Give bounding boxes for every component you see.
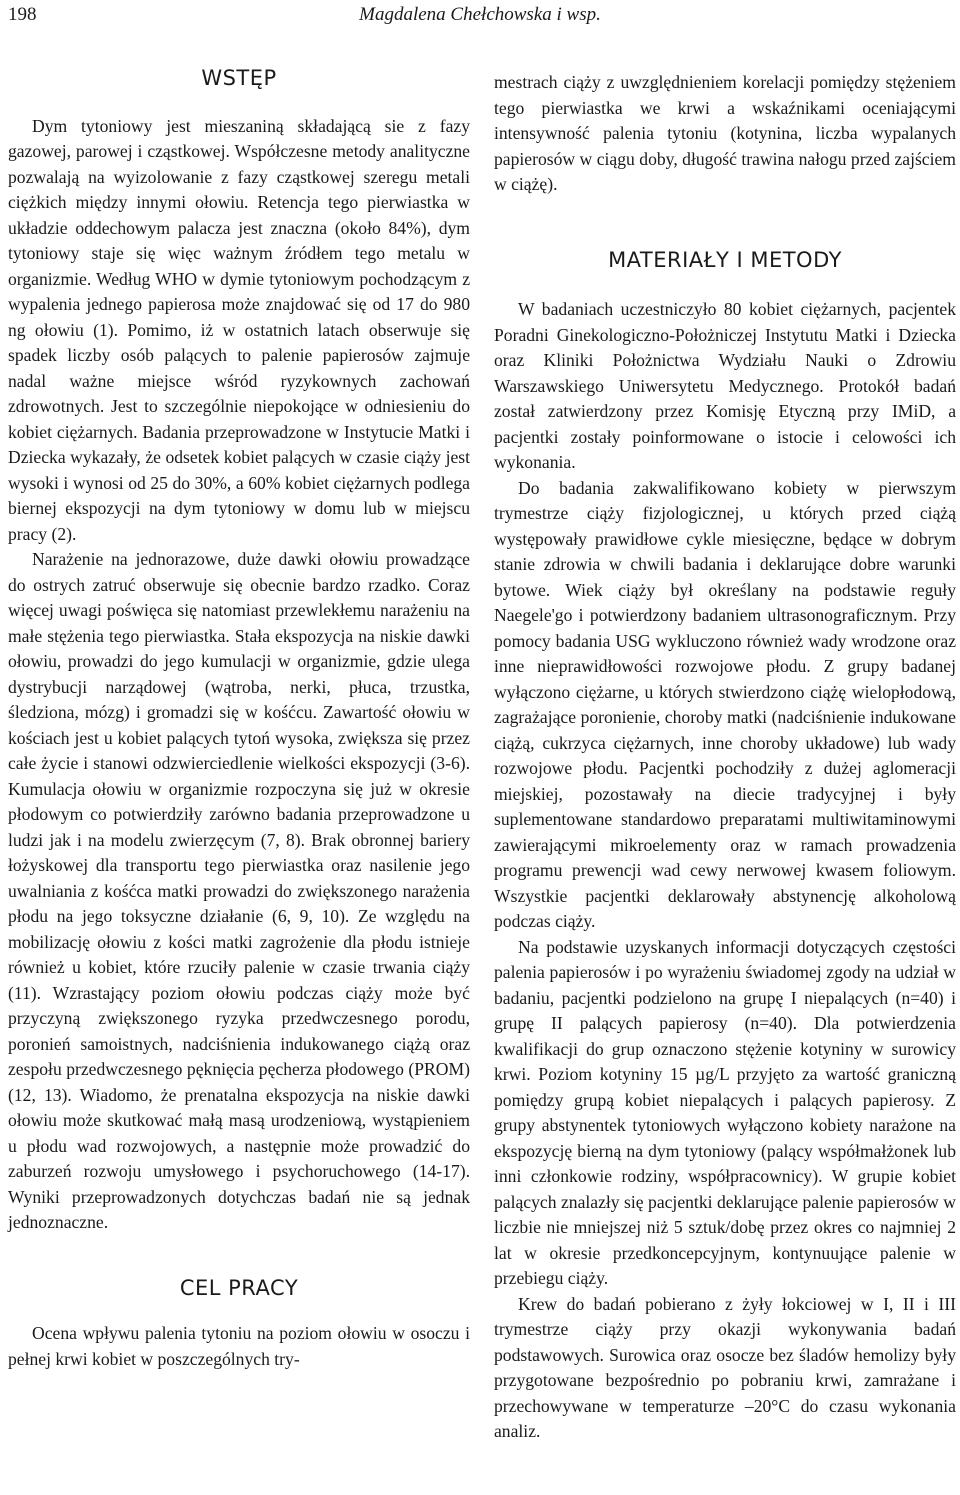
- paragraph: Dym tytoniowy jest mieszaniną składającą sie z fazy gazowej, parowej i cząstkowej. Współczesne metody analityczne pozwalają na wyizolowanie z fazy cząstkowej szeregu metali ciężkich między innymi ołowiu. Retencja tego pierwiastka w układzie oddechowym palacza jest znaczna (około 84%), dym tytoniowy staje się więc ważnym źródłem tego metalu w organizmie. Według WHO w dymie tytoniowym pochodzącym z wypalenia jednego papierosa może znajdować się od 17 do 980 ng ołowiu (1). Pomimo, iż w ostatnich latach obserwuje się spadek liczby osób palących to palenie papierosów zajmuje nadal ważne miejsce wśród ryzykownych zachowań zdrowotnych. Jest to szczególnie niepokojące w odniesieniu do kobiet ciężarnych. Badania przeprowadzone w Instytucie Matki i Dziecka wykazały, że odsetek kobiet palących w czasie ciąży jest wysoki i wynosi od 25 do 30%, a 60% kobiet ciężarnych podlega biernej ekspozycji na dym tytoniowy w domu lub w miejscu pracy (2).: [8, 115, 470, 544]
- heading-materialy-i-metody: MATERIAŁY I METODY: [608, 247, 842, 272]
- paragraph: W badaniach uczestniczyło 80 kobiet ciężarnych, pacjentek Poradni Ginekologiczno-Położniczej Instytutu Matki i Dziecka oraz Kliniki Położnictwa Wydziału Nauki o Zdrowiu Warszawskiego Uniwersytetu Medycznego. Protokół badań został zatwierdzony przez Komisję Etyczną przy IMiD, a pacjentki zostały poinformowane o istocie i celowości ich wykonania.: [494, 299, 956, 472]
- paragraph: Ocena wpływu palenia tytoniu na poziom ołowiu w osoczu i pełnej krwi kobiet w poszczególnych try-: [8, 1323, 470, 1369]
- page-number: 198: [8, 4, 37, 25]
- paragraph: Narażenie na jednorazowe, duże dawki ołowiu prowadzące do ostrych zatruć obserwuje się obecnie bardzo rzadko. Coraz więcej uwagi poświęca się natomiast przewlekłemu narażeniu na małe stężenia tego pierwiastka. Stała ekspozycja na niskie dawki ołowiu, prowadzi do jego kumulacji w organizmie, gdzie ulega dystrybucji narządowej (wątroba, nerki, płuca, trzustka, śledziona, mózg) i gromadzi się w kośćcu. Zawartość ołowiu w kościach jest u kobiet palących tytoń wysoka, zwiększa się przez całe życie i stanowi odzwierciedlenie wielkości ekspozycji (3-6). Kumulacja ołowiu w organizmie rozpoczyna się już w okresie płodowym co potwierdziły zarówno badania przeprowadzone u ludzi jak i na modelu zwierzęcym (7, 8). Brak obronnej bariery łożyskowej dla transportu tego pierwiastka oraz nasilenie jego uwalniania z kośćca matki prowadzi do zwiększonego narażenia płodu na jego toksyczne działanie (6, 9, 10). Ze względu na mobilizację ołowiu z kości matki zagrożenie dla płodu istnieje również u kobiet, które rzuciły palenie w czasie trwania ciąży (11). Wzrastający poziom ołowiu podczas ciąży może być przyczyną zwiększonego ryzyka przedwczesnego porodu, poronień samoistnych, nadciśnienia indukowanego ciążą oraz zespołu przedwczesnego pęknięcia pęcherza płodowego (PROM) (12, 13). Wiadomo, że prenatalna ekspozycja na niskie dawki ołowiu może skutkować małą masą urodzeniową, wystąpieniem u płodu wad rozwojowych, a następnie może prowadzić do zaburzeń rozwoju umysłowego i psychoruchowego (14-17). Wyniki przeprowadzonych dotychczas badań nie są jednak jednoznaczne.: [8, 549, 470, 1232]
- paragraph: Do badania zakwalifikowano kobiety w pierwszym trymestrze ciąży fizjologicznej, u których przed ciążą występowały prawidłowe cykle miesięczne, będące w dobrym stanie zdrowia w chwili badania i deklarujące dobre warunki bytowe. Wiek ciąży był określany na podstawie reguły Naegele'go i potwierdzony badaniem ultrasonograficznym. Przy pomocy badania USG wykluczono również wady wrodzone oraz inne nieprawidłowości rozwojowe płodu. Z grupy badanej wyłączono ciężarne, u których stwierdzono ciążę wielopłodową, zagrażające poronienie, choroby matki (nadciśnienie indukowane ciążą, cukrzyca ciężarnych, inne choroby układowe) lub wady rozwojowe płodu. Pacjentki pochodziły z dużej aglomeracji miejskiej, pozostawały na diecie tradycyjnej i były suplementowane standardowo preparatami multiwitaminowymi zawierającymi mikroelementy oraz w ramach prowadzenia programu prewencji wad cewy nerwowej kwasem foliowym. Wszystkie pacjentki deklarowały abstynencję alkoholową podczas ciąży.: [494, 477, 956, 931]
- right-column: [494, 70, 956, 1445]
- heading-cel-pracy: CEL PRACY: [179, 1275, 299, 1300]
- heading-wstep: WSTĘP: [201, 66, 277, 90]
- running-head: Magdalena Chełchowska i wsp.: [359, 4, 601, 25]
- paragraph: Na podstawie uzyskanych informacji dotyczących częstości palenia papierosów i po wyrażeniu świadomej zgody na udział w badaniu, pacjentki podzielono na grupę I niepalących (n=40) i grupę II palących papierosy (n=40). Dla potwierdzenia kwalifikacji do grup oznaczono stężenie kotyniny w surowicy krwi. Poziom kotyniny 15 µg/L przyjęto za wartość graniczną pomiędzy grupą kobiet niepalących i palących papierosy. Z grupy abstynentek tytoniowych wyłączono kobiety narażone na ekspozycję bierną na dym tytoniowy (palący współmałżonek lub inni członkowie rodziny, współpracownicy). W grupie kobiet palących znalazły się pacjentki deklarujące palenie papierosów w liczbie nie mniejszej niż 5 sztuk/dobę przez okres co najmniej 2 lat w okresie przedkoncepcyjnym, kontynuujące palenie w przebiegu ciąży.: [494, 936, 956, 1288]
- left-column: [8, 64, 470, 1372]
- page-header: [8, 0, 952, 36]
- paragraph: Krew do badań pobierano z żyły łokciowej w I, II i III trymestrze ciąży przy okazji wykonywania badań podstawowych. Surowica oraz osocze bez śladów hemolizy były przygotowane bezpośrednio po pobraniu krwi, zamrażane i przechowywane w temperaturze –20°C do czasu wykonania analiz.: [494, 1293, 956, 1441]
- paragraph-continuation: mestrach ciąży z uwzględnieniem korelacji pomiędzy stężeniem tego pierwiastka we krwi a wskaźnikami oceniającymi intensywność palenia tytoniu (kotynina, liczba wypalanych papierosów w ciągu doby, długość trawina nałogu przed zajściem w ciążę).: [494, 72, 956, 194]
